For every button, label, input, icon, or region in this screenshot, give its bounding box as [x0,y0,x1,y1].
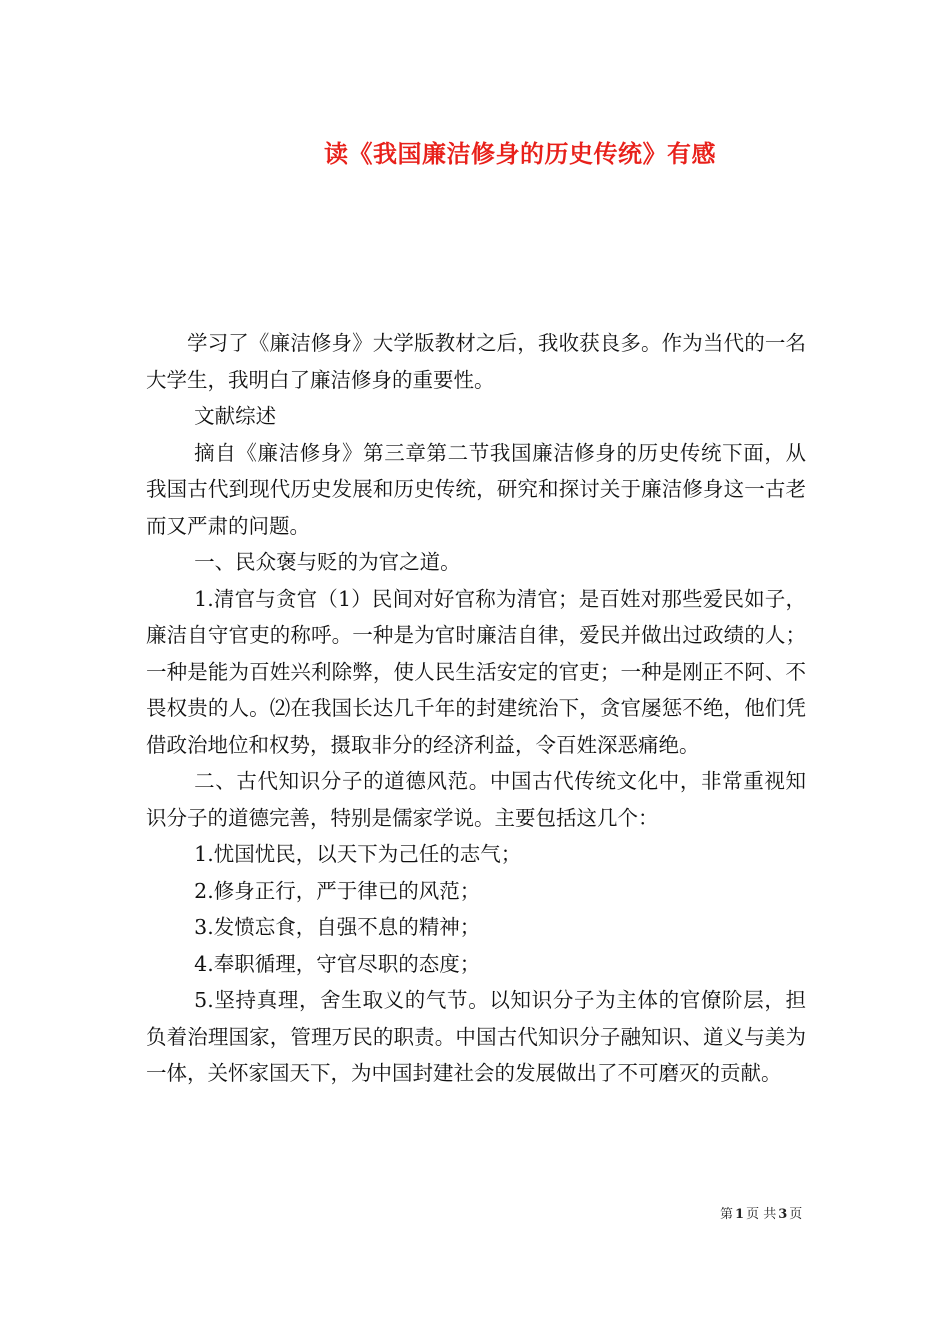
paragraph-excerpt: 摘自《廉洁修身》第三章第二节我国廉洁修身的历史传统下面，从我国古代到现代历史发展和历史传统，研究和探讨关于廉洁修身这一古老而又严肃的问题。 [146,440,806,538]
page-footer [720,1203,802,1222]
footer-middle: 页 共 [746,1207,777,1222]
list-item-4: 4.奉职循理，守官尽职的态度； [194,951,481,976]
paragraph-section-two: 二、古代知识分子的道德风范。中国古代传统文化中，非常重视知识分子的道德完善，特别是儒家学说。主要包括这几个： [146,769,806,830]
footer-total-pages: 3 [778,1207,788,1222]
list-item-2: 2.修身正行，严于律已的风范； [194,878,481,903]
paragraph-intro: 学习了《廉洁修身》大学版教材之后，我收获良多。作为当代的一名大学生，我明白了廉洁修身的重要性。 [146,331,806,392]
footer-page-number: 1 [735,1207,745,1222]
list-item-3: 3.发愤忘食，自强不息的精神； [194,915,481,939]
footer-prefix: 第 [720,1207,734,1222]
paragraph-section-one-body: 1.清官与贪官（1）民间对好官称为清官；是百姓对那些爱民如子，廉洁自守官吏的称呼。一种是为官时廉洁自律，爱民并做出过政绩的人；一种是能为百姓兴利除弊，使人民生活安定的官吏；一种是刚正不阿、不畏权贵的人。⑵在我国长达几千年的封建统治下，贪官屡惩不绝，他们凭借政治地位和权势，摄取非分的经济利益，令百姓深恶痛绝。 [146,586,806,757]
paragraph-section-one-heading: 一、民众褒与贬的为官之道。 [194,550,461,574]
document-title: 读《我国廉洁修身的历史传统》有感 [324,139,716,168]
footer-suffix: 页 [789,1207,803,1222]
paragraph-heading-literature-review: 文献综述 [194,404,277,428]
list-item-5: 5.坚持真理，舍生取义的气节。以知识分子为主体的官僚阶层，担负着治理国家，管理万民的职责。中国古代知识分子融知识、道义与美为一体，关怀家国天下，为中国封建社会的发展做出了不可磨灭的贡献。 [146,988,806,1085]
document-body [146,325,806,1092]
list-item-1: 1.忧国忧民，以天下为己任的志气； [194,842,522,866]
